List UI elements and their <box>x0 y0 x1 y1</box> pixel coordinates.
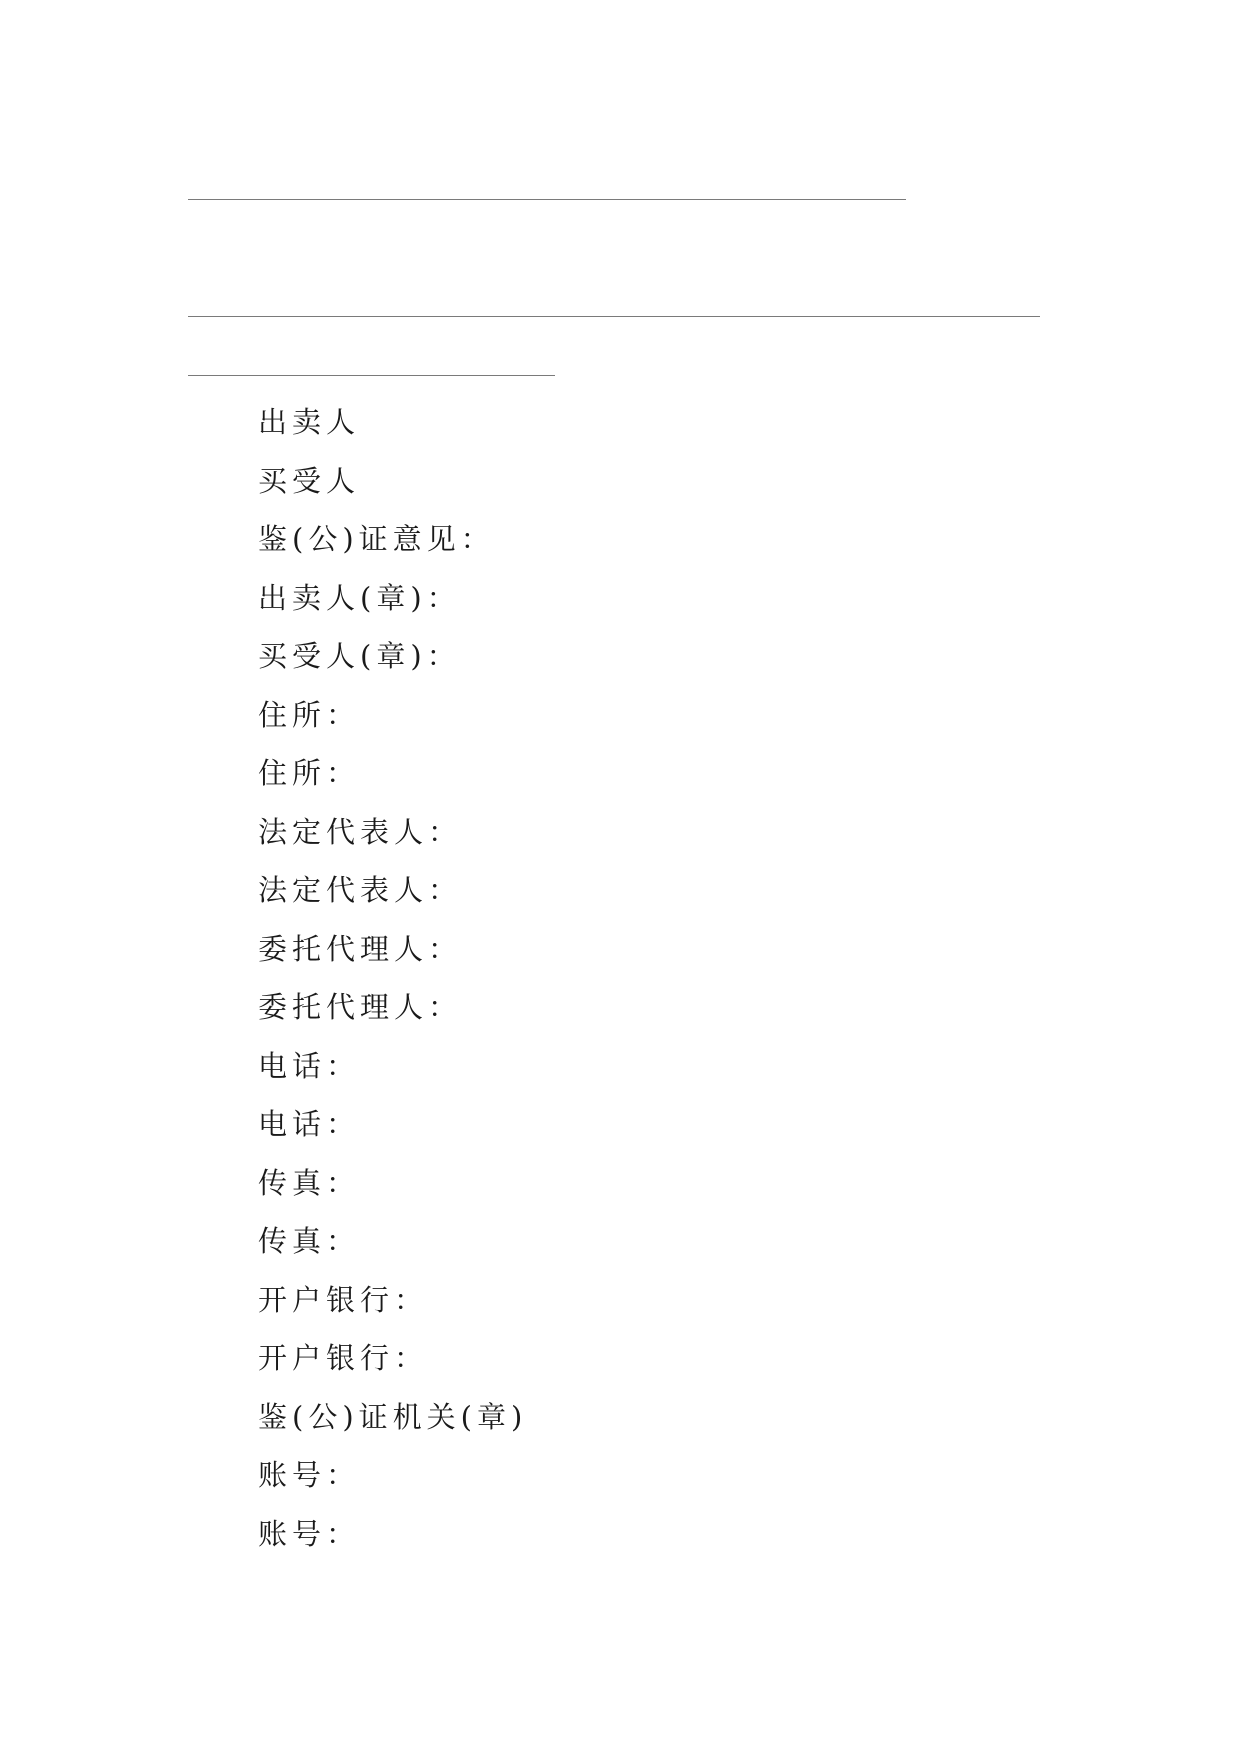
field-label: 鉴(公)证意见： <box>258 522 495 556</box>
field-label: 鉴(公)证机关(章) <box>258 1399 528 1434</box>
signature-field-list <box>258 398 527 1568</box>
field-label: 开户银行： <box>258 1341 429 1375</box>
field-label: 账号： <box>258 1458 361 1492</box>
field-label: 买受人 <box>258 463 361 498</box>
field-label: 住所： <box>258 697 361 732</box>
field-label: 委托代理人： <box>258 931 463 966</box>
field-label: 委托代理人： <box>258 990 463 1024</box>
field-label: 电话： <box>258 1048 361 1083</box>
field-label: 电话： <box>258 1107 361 1141</box>
field-label: 法定代表人： <box>258 873 463 907</box>
field-label: 住所： <box>258 756 361 790</box>
field-label: 传真： <box>258 1224 361 1258</box>
blank-fill-line <box>188 316 1040 317</box>
field-label: 开户银行： <box>258 1282 429 1317</box>
blank-fill-line <box>188 199 906 200</box>
field-label: 法定代表人： <box>258 814 463 849</box>
field-label: 出卖人 <box>258 405 361 439</box>
field-label: 出卖人(章)： <box>258 580 461 615</box>
blank-fill-line <box>188 375 555 376</box>
field-label: 买受人(章)： <box>258 639 461 673</box>
field-label: 传真： <box>258 1165 361 1200</box>
field-label: 账号： <box>258 1516 361 1551</box>
